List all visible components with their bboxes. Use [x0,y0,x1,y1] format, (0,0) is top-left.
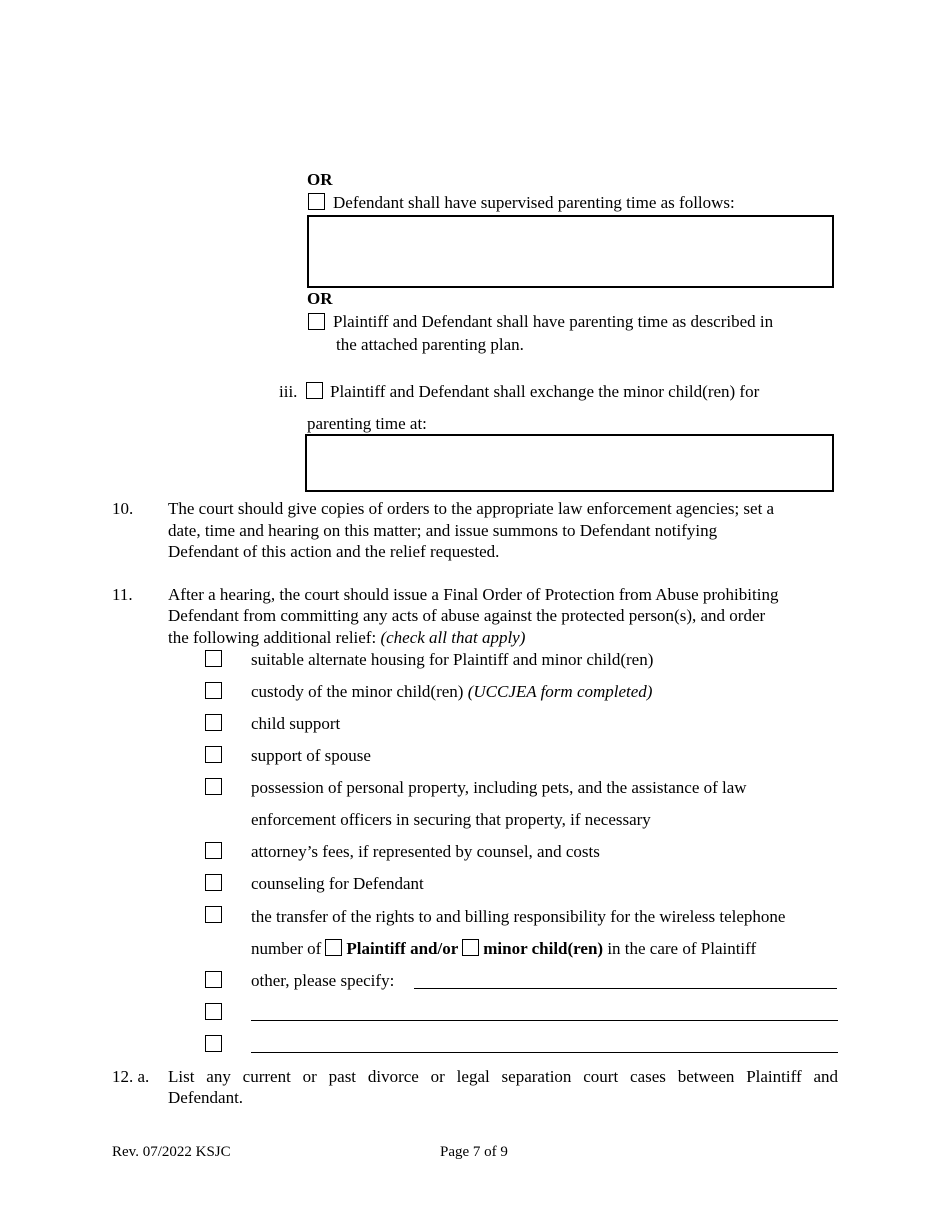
wireless-suffix: in the care of Plaintiff [607,939,757,958]
footer-revision: Rev. 07/2022 KSJC [112,1144,231,1160]
option-other-input[interactable] [414,988,837,989]
option-counseling-label: counseling for Defendant [251,874,424,893]
option-housing-label: suitable alternate housing for Plaintiff and minor child(ren) [251,650,654,669]
option-custody-note: (UCCJEA form completed) [467,682,653,701]
option-other-2-input[interactable] [251,1020,838,1021]
option-counseling-checkbox[interactable] [205,874,222,891]
item-11-line3 [168,627,525,648]
option-other-3-checkbox[interactable] [205,1035,222,1052]
item-12-line2: Defendant. [168,1088,244,1107]
option-other-checkbox[interactable] [205,971,222,988]
parenting-plan-text-line1: Plaintiff and Defendant shall have parenting time as described in [333,312,774,331]
item-11-line1: After a hearing, the court should issue a Final Order of Protection from Abuse prohibiting [168,585,779,604]
option-child-support-checkbox[interactable] [205,714,222,731]
wireless-plaintiff-checkbox[interactable] [325,939,342,956]
item-12-number: 12. a. [112,1067,150,1086]
option-property-checkbox[interactable] [205,778,222,795]
option-custody-label [251,681,652,702]
option-property-label-line2: enforcement officers in securing that property, if necessary [251,810,651,829]
option-custody-checkbox[interactable] [205,682,222,699]
option-other-3-input[interactable] [251,1052,838,1053]
item-11-check-hint: (check all that apply) [380,628,526,647]
iii-label: iii. [279,382,298,401]
option-other-2-checkbox[interactable] [205,1003,222,1020]
wireless-minor-checkbox[interactable] [462,939,479,956]
option-attorney-label: attorney’s fees, if represented by counsel, and costs [251,842,600,861]
wireless-plaintiff-label: Plaintiff and/or [346,939,459,958]
option-wireless-label-line2 [251,938,756,959]
exchange-text-line1: Plaintiff and Defendant shall exchange the minor child(ren) for [330,382,760,401]
supervised-text: Defendant shall have supervised parenting time as follows: [333,193,735,212]
wireless-minor-label: minor child(ren) [483,939,604,958]
supervised-details-field[interactable] [307,215,834,288]
option-child-support-label: child support [251,714,341,733]
exchange-checkbox[interactable] [306,382,323,399]
item-11-line2: Defendant from committing any acts of abuse against the protected person(s), and order [168,606,766,625]
option-property-label-line1: possession of personal property, including pets, and the assistance of law [251,778,747,797]
option-spouse-support-checkbox[interactable] [205,746,222,763]
option-wireless-checkbox[interactable] [205,906,222,923]
footer-page-number: Page 7 of 9 [440,1144,508,1160]
exchange-location-field[interactable] [305,434,834,492]
option-spouse-support-label: support of spouse [251,746,371,765]
supervised-checkbox[interactable] [308,193,325,210]
item-11-number: 11. [112,585,133,604]
item-12-line1: List any current or past divorce or legal separation court cases between Plaintiff and [168,1067,838,1086]
option-wireless-label-line1: the transfer of the rights to and billing responsibility for the wireless telephone [251,907,786,926]
option-custody-text: custody of the minor child(ren) [251,682,468,701]
option-housing-checkbox[interactable] [205,650,222,667]
exchange-text-line2: parenting time at: [307,414,427,433]
item-10-line3: Defendant of this action and the relief requested. [168,542,500,561]
or-label-1: OR [307,170,333,189]
wireless-prefix: number of [251,939,322,958]
option-attorney-checkbox[interactable] [205,842,222,859]
option-other-label: other, please specify: [251,971,395,990]
or-label-2: OR [307,289,333,308]
parenting-plan-text-line2: the attached parenting plan. [336,335,524,354]
item-10-line2: date, time and hearing on this matter; and issue summons to Defendant notifying [168,521,718,540]
item-11-line3-text: the following additional relief: [168,628,381,647]
item-10-number: 10. [112,499,134,518]
item-10-line1: The court should give copies of orders to the appropriate law enforcement agencies; set a [168,499,775,518]
parenting-plan-checkbox[interactable] [308,313,325,330]
